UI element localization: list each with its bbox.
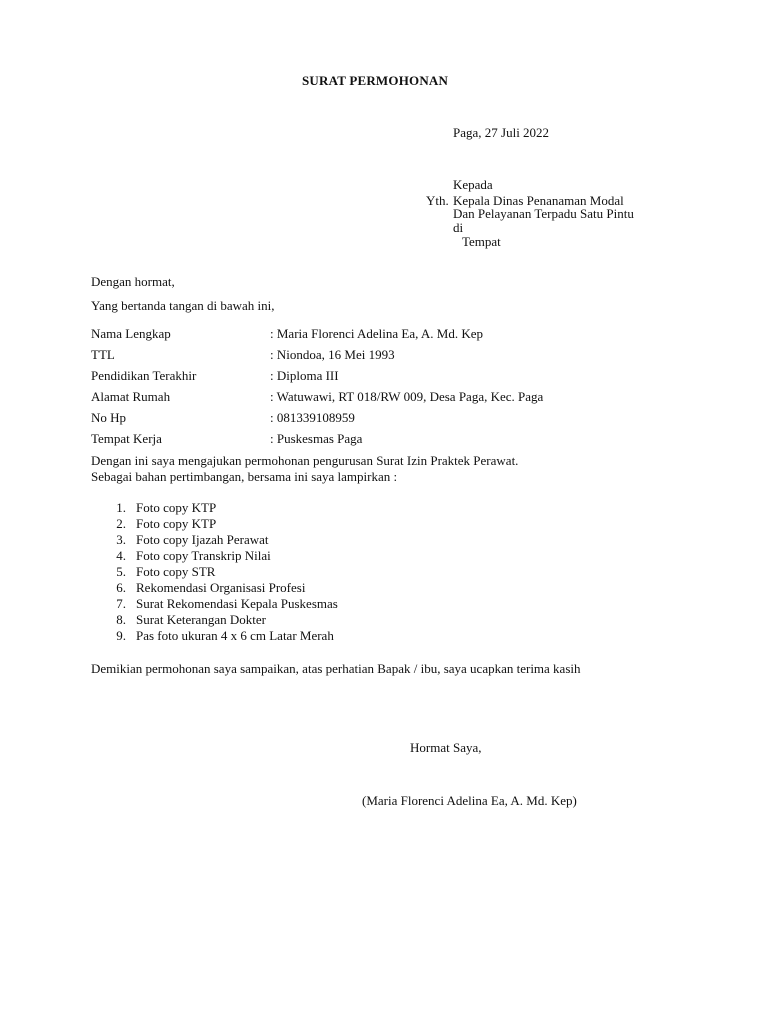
list-text: Rekomendasi Organisasi Profesi: [136, 580, 306, 595]
list-text: Foto copy Transkrip Nilai: [136, 548, 271, 563]
signature-name: (Maria Florenci Adelina Ea, A. Md. Kep): [362, 793, 577, 808]
recipient-line-2: Dan Pelayanan Terpadu Satu Pintu: [453, 206, 634, 221]
recipient-yth: Yth.: [426, 193, 449, 208]
info-label: Alamat Rumah: [91, 389, 171, 404]
info-value: : Niondoa, 16 Mei 1993: [270, 347, 395, 362]
letter-title: SURAT PERMOHONAN: [302, 73, 449, 88]
list-text: Surat Keterangan Dokter: [136, 612, 266, 627]
info-label: TTL: [91, 347, 115, 362]
info-value: : 081339108959: [270, 410, 355, 425]
recipient-line-1: Kepala Dinas Penanaman Modal: [453, 193, 624, 208]
info-value: : Diploma III: [270, 368, 339, 383]
list-number: 5.: [116, 564, 126, 579]
list-text: Foto copy Ijazah Perawat: [136, 532, 269, 547]
recipient-di: di: [453, 220, 464, 235]
request-line-1: Dengan ini saya mengajukan permohonan pengurusan Surat Izin Praktek Perawat.: [91, 453, 519, 468]
list-text: Surat Rekomendasi Kepala Puskesmas: [136, 596, 338, 611]
place-date: Paga, 27 Juli 2022: [453, 125, 550, 140]
list-number: 7.: [116, 596, 126, 611]
recipient-tempat: Tempat: [462, 234, 501, 249]
info-label: Pendidikan Terakhir: [91, 368, 197, 383]
list-number: 1.: [116, 500, 126, 515]
info-label: No Hp: [91, 410, 127, 425]
list-number: 3.: [116, 532, 126, 547]
info-label: Nama Lengkap: [91, 326, 171, 341]
greeting: Dengan hormat,: [91, 274, 175, 289]
intro-text: Yang bertanda tangan di bawah ini,: [91, 298, 275, 313]
info-value: : Puskesmas Paga: [270, 431, 363, 446]
info-value: : Maria Florenci Adelina Ea, A. Md. Kep: [270, 326, 484, 341]
list-text: Foto copy KTP: [136, 516, 217, 531]
list-text: Pas foto ukuran 4 x 6 cm Latar Merah: [136, 628, 334, 643]
list-text: Foto copy STR: [136, 564, 216, 579]
regards: Hormat Saya,: [410, 740, 482, 755]
list-number: 8.: [116, 612, 126, 627]
info-label: Tempat Kerja: [91, 431, 162, 446]
list-number: 9.: [116, 628, 126, 643]
closing-text: Demikian permohonan saya sampaikan, atas perhatian Bapak / ibu, saya ucapkan terima kasih: [91, 661, 581, 676]
recipient-kepada: Kepada: [453, 177, 493, 192]
list-number: 2.: [116, 516, 126, 531]
list-number: 4.: [116, 548, 126, 563]
request-line-2: Sebagai bahan pertimbangan, bersama ini saya lampirkan :: [91, 469, 398, 484]
list-number: 6.: [116, 580, 126, 595]
list-text: Foto copy KTP: [136, 500, 217, 515]
info-value: : Watuwawi, RT 018/RW 009, Desa Paga, Kec. Paga: [270, 389, 544, 404]
